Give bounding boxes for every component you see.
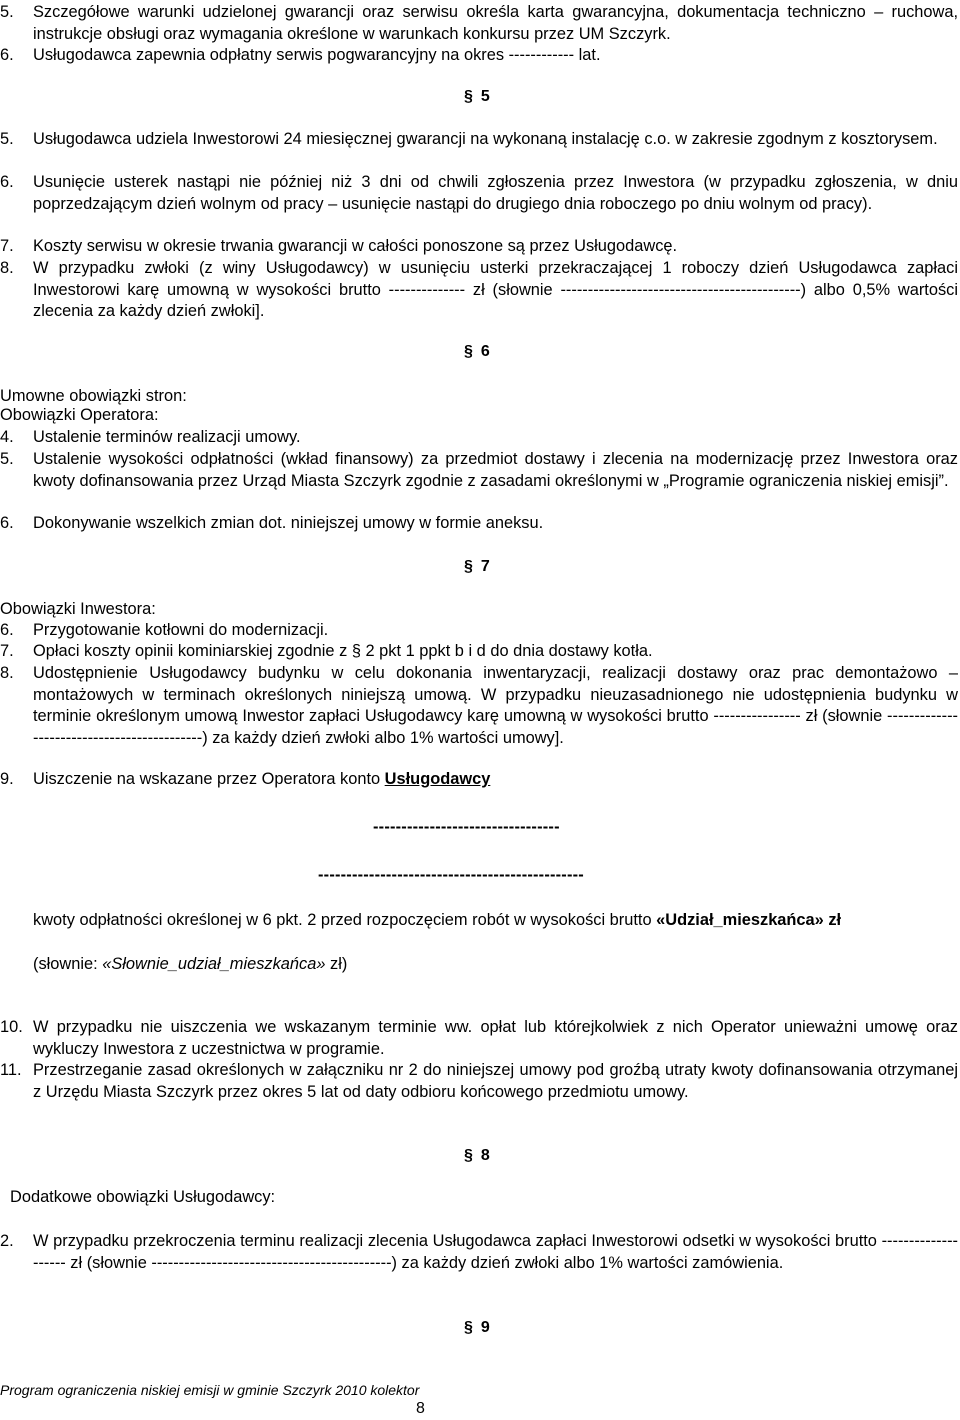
item-number: 7.: [0, 642, 14, 660]
item-text: W przypadku nie uiszczenia we wskazanym terminie ww. opłat lub którejkolwiek z nich Operator unieważni umowę oraz wykluczy Inwestora z uczestnictwa w programie.: [33, 1018, 958, 1058]
section-heading-9: § 9: [464, 1319, 490, 1336]
operator-heading: Obowiązki Operatora:: [0, 406, 159, 424]
blank-line: ---------------------------------: [373, 818, 560, 836]
item-text: Koszty serwisu w okresie trwania gwarancji w całości ponoszone są przez Usługodawcę.: [33, 237, 678, 255]
item-number: 6.: [0, 173, 14, 191]
item-text: Opłaci koszty opinii kominiarskiej zgodnie z § 2 pkt 1 ppkt b i d do dnia dostawy kotła.: [33, 642, 653, 660]
item-text: Dokonywanie wszelkich zmian dot. niniejszej umowy w formie aneksu.: [33, 514, 544, 532]
item-text: Przestrzeganie zasad określonych w załączniku nr 2 do niniejszej umowy pod groźbą utraty kwoty dofinansowania otrzymanej z Urzędu Miasta Szczyrk przez okres 5 lat od daty odbioru końcowego przedmiotu umowy.: [33, 1061, 958, 1101]
item-number: 6.: [0, 46, 14, 64]
section-heading-5: § 5: [464, 88, 490, 105]
item-number: 5.: [0, 130, 14, 148]
list-item: [0, 172, 958, 215]
item-number: 8.: [0, 664, 14, 682]
item-text: Przygotowanie kotłowni do modernizacji.: [33, 621, 329, 639]
item-text: W przypadku zwłoki (z winy Usługodawcy) w usunięciu usterki przekraczającej 1 roboczy dzień Usługodawca zapłaci Inwestorowi karę umowną w wysokości brutto -------------- zł (słownie --------------------------------------------) albo 0,5% wartości zlecenia za każdy dzień zwłoki].: [33, 259, 958, 320]
amount-words: (słownie: «Słownie_udział_mieszkańca» zł): [33, 955, 348, 973]
list-item: [0, 129, 958, 151]
list-item: [0, 513, 958, 535]
item-number: 10.: [0, 1018, 23, 1036]
list-item: [0, 641, 958, 663]
footer-program: Program ograniczenia niskiej emisji w gminie Szczyrk 2010 kolektor: [0, 1382, 420, 1398]
list-item: [0, 45, 958, 67]
item-number: 7.: [0, 237, 14, 255]
section-heading-6: § 6: [464, 343, 490, 360]
item-number: 4.: [0, 428, 14, 446]
list-item: [0, 258, 958, 323]
item-number: 11.: [0, 1061, 22, 1079]
item-number: 5.: [0, 3, 14, 21]
item-number: 9.: [0, 770, 14, 788]
item-text: Usługodawca zapewnia odpłatny serwis pogwarancyjny na okres ------------ lat.: [33, 46, 601, 64]
amount-field: «Udział_mieszkańca» zł: [656, 911, 842, 929]
list-item: [0, 620, 958, 642]
item-number: 6.: [0, 514, 14, 532]
section-heading-7b: § 7: [464, 558, 490, 575]
list-item: [0, 427, 958, 449]
item-text: Uiszczenie na wskazane przez Operatora konto Usługodawcy: [33, 770, 491, 788]
list-item: [0, 1060, 958, 1103]
item-text: Ustalenie terminów realizacji umowy.: [33, 428, 301, 446]
item-text: W przypadku przekroczenia terminu realizacji zlecenia Usługodawca zapłaci Inwestorowi odsetki w wysokości brutto -------------------- zł (słownie --------------------------------------------) za każdy dzień zwłoki albo 1% wartości zamówienia.: [33, 1232, 958, 1272]
item-number: 2.: [0, 1232, 14, 1250]
item-text: Usunięcie usterek nastąpi nie później niż 3 dni od chwili zgłoszenia przez Inwestora (w przypadku zgłoszenia, w dniu poprzedzającym dzień wolnym od pracy – usunięcie nastąpi do drugiego dnia roboczego po dniu wolnym od pracy).: [33, 173, 958, 213]
item-text: Ustalenie wysokości odpłatności (wkład finansowy) za przedmiot dostawy i zlecenia na modernizację przez Inwestora oraz kwoty dofinansowania przez Urząd Miasta Szczyrk zgodnie z zasadami określonymi w „Programie ograniczenia niskiej emisji”.: [33, 450, 958, 490]
extra-heading: Dodatkowe obowiązki Usługodawcy:: [10, 1188, 276, 1206]
words-field: «Słownie_udział_mieszkańca»: [102, 955, 326, 973]
item-text: Udostępnienie Usługodawcy budynku w celu dokonania inwentaryzacji, realizacji dostawy oraz prac demontażowo – montażowych w terminach określonych niniejszą umową. W przypadku nieuzasadnionego nie udostępnienia budynku w terminie określonym umową Inwestor zapłaci Usługodawcy karę umowną w wysokości brutto ---------------- zł (słownie --------------------------------------------) za każdy dzień zwłoki albo 1% wartości umowy].: [33, 664, 958, 747]
item-number: 8.: [0, 259, 14, 277]
list-item: [0, 663, 958, 749]
list-item: [0, 769, 958, 791]
item-text: Usługodawca udziela Inwestorowi 24 miesięcznej gwarancji na wykonaną instalację c.o. w zakresie zgodnym z kosztorysem.: [33, 130, 938, 148]
item-text: Szczegółowe warunki udzielonej gwarancji oraz serwisu określa karta gwarancyjna, dokumentacja techniczno – ruchowa, instrukcje obsługi oraz wymagania określone w warunkach konkursu przez UM Szczyrk.: [33, 3, 958, 43]
list-item: [0, 1017, 958, 1060]
list-item: [0, 1231, 958, 1274]
bold-underlined-text: Usługodawcy: [384, 770, 491, 788]
list-item: [0, 2, 958, 45]
list-item: [0, 236, 958, 258]
item-number: 6.: [0, 621, 14, 639]
item-number: 5.: [0, 450, 14, 468]
amount-paragraph: kwoty odpłatności określonej w 6 pkt. 2 przed rozpoczęciem robót w wysokości brutto «Udział_mieszkańca» zł: [33, 911, 842, 929]
blank-line: -----------------------------------------------: [318, 866, 584, 884]
list-item: [0, 449, 958, 492]
section-heading-8: § 8: [464, 1147, 490, 1164]
duties-heading: Umowne obowiązki stron:: [0, 387, 187, 405]
page-number: 8: [416, 1400, 425, 1417]
investor-heading: Obowiązki Inwestora:: [0, 600, 156, 618]
